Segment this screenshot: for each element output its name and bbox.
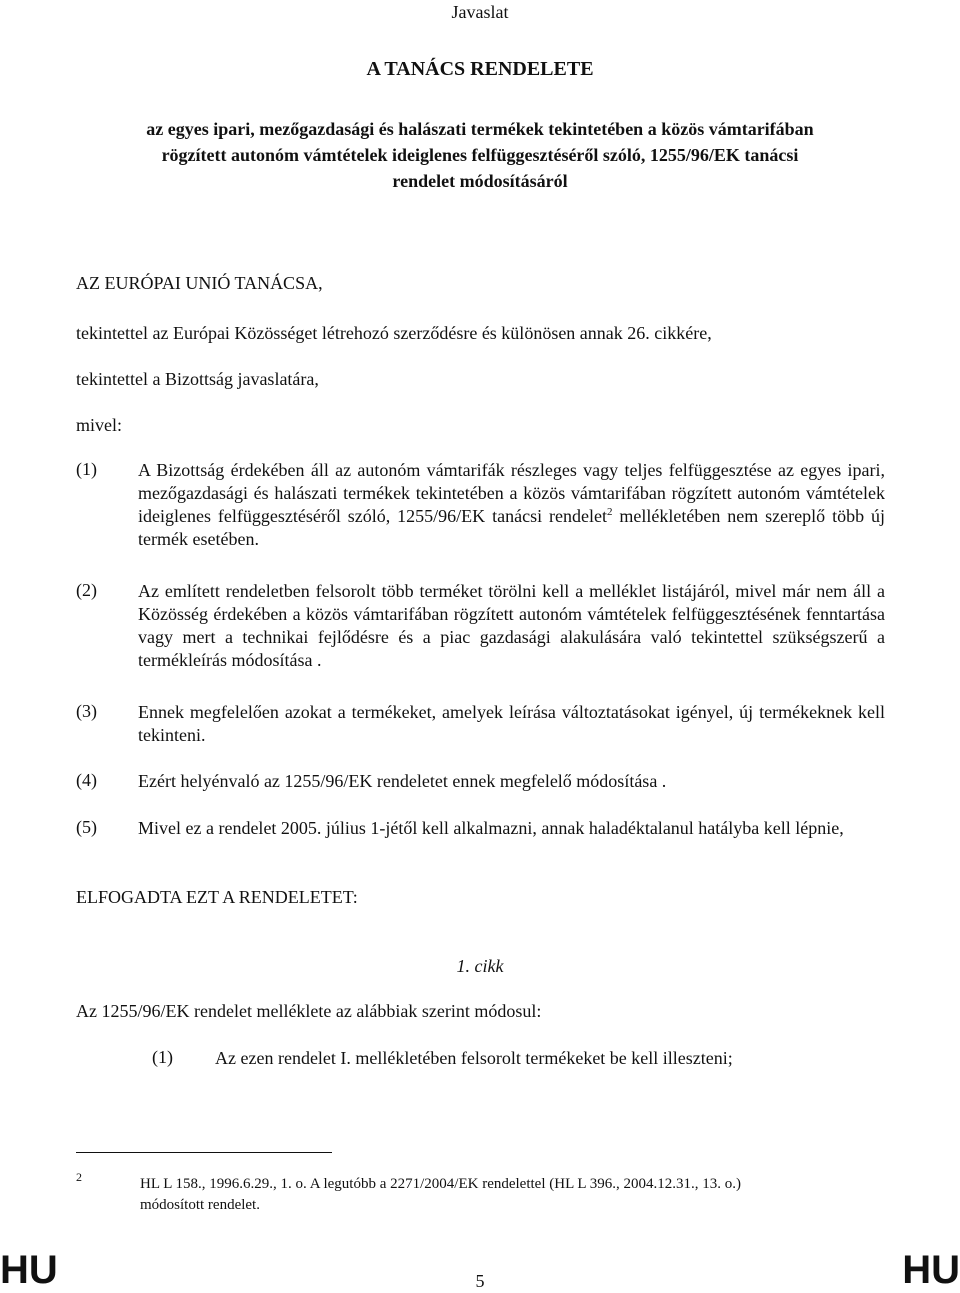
footnote-text (140, 1174, 741, 1216)
recital-text-part: A Bizottság érdekében áll az autonóm vámtarifák részleges vagy teljes felfüggesztése az egyes ipari, mezőgazdasági és halászati termékek tekintetében a közös vámtarifában rögzített autonóm vámtételek ideiglenes felfüggesztéséről szóló, 1255/96/EK tanácsi rendelet (138, 460, 885, 526)
article-intro: Az 1255/96/EK rendelet melléklete az alábbiak szerint módosul: (76, 1001, 542, 1021)
recital-number: (3) (76, 701, 97, 721)
footnote-line: módosított rendelet. (140, 1197, 260, 1213)
recital-text: Az említett rendeletben felsorolt több terméket törölni kell a melléklet listájáról, mivel már nem áll a Közösség érdekében a közös vámtarifában rögzített autonóm vámtételek felfüggesztésének fenntartása vagy mert a technikai fejlődésre és a piac gazdasági alakulására való tekintettel szükségszerű a termékleírás módosítása . (138, 581, 885, 670)
recital-text: Ezért helyénvaló az 1255/96/EK rendeletet ennek megfelelő módosítása . (138, 771, 667, 791)
recital-number: (2) (76, 580, 97, 600)
document-subtitle (0, 116, 960, 194)
recital-text: Mivel ez a rendelet 2005. július 1-jétől kell alkalmazni, annak haladéktalanul hatályba kell lépnie, (138, 818, 844, 838)
footnote-reference: 2 (606, 506, 613, 518)
article-item-text: Az ezen rendelet I. mellékletében felsorolt termékeket be kell illeszteni; (215, 1048, 733, 1068)
recital-text-part: mellékletében nem szereplő több új termék esetében. (138, 506, 885, 549)
document-title: A TANÁCS RENDELETE (366, 58, 594, 80)
footnote-separator (76, 1152, 332, 1153)
document-label: Javaslat (451, 2, 509, 22)
page-number: 5 (475, 1271, 485, 1291)
subtitle-line: rendelet módosításáról (392, 171, 568, 191)
footnote-number: 2 (76, 1170, 82, 1184)
recital-number: (5) (76, 817, 97, 837)
language-code-left: HU (0, 1248, 58, 1292)
whereas-label: mivel: (76, 415, 122, 435)
having-regard-proposal: tekintettel a Bizottság javaslatára, (76, 369, 319, 389)
article-title: 1. cikk (456, 956, 504, 976)
recital-number: (1) (76, 459, 97, 479)
subtitle-line: az egyes ipari, mezőgazdasági és halászati termékek tekintetében a közös vámtarifában (146, 119, 814, 139)
recital-text (138, 459, 885, 551)
recital-number: (4) (76, 770, 97, 790)
subtitle-line: rögzített autonóm vámtételek ideiglenes felfüggesztéséről szóló, 1255/96/EK tanácsi (161, 145, 799, 165)
having-regard-treaty: tekintettel az Európai Közösséget létrehozó szerződésre és különösen annak 26. cikkére, (76, 323, 712, 343)
recital-text: Ennek megfelelően azokat a termékeket, amelyek leírása változtatásokat igényel, új termékeknek kell tekinteni. (138, 702, 885, 745)
language-code-right: HU (902, 1248, 960, 1292)
footnote-line: HL L 158., 1996.6.29., 1. o. A legutóbb a 2271/2004/EK rendelettel (HL L 396., 2004.12.31., 13. o.) (140, 1176, 742, 1192)
adoption-statement: ELFOGADTA EZT A RENDELETET: (76, 887, 358, 907)
article-item-number: (1) (152, 1047, 173, 1067)
council-heading: AZ EURÓPAI UNIÓ TANÁCSA, (76, 273, 323, 293)
